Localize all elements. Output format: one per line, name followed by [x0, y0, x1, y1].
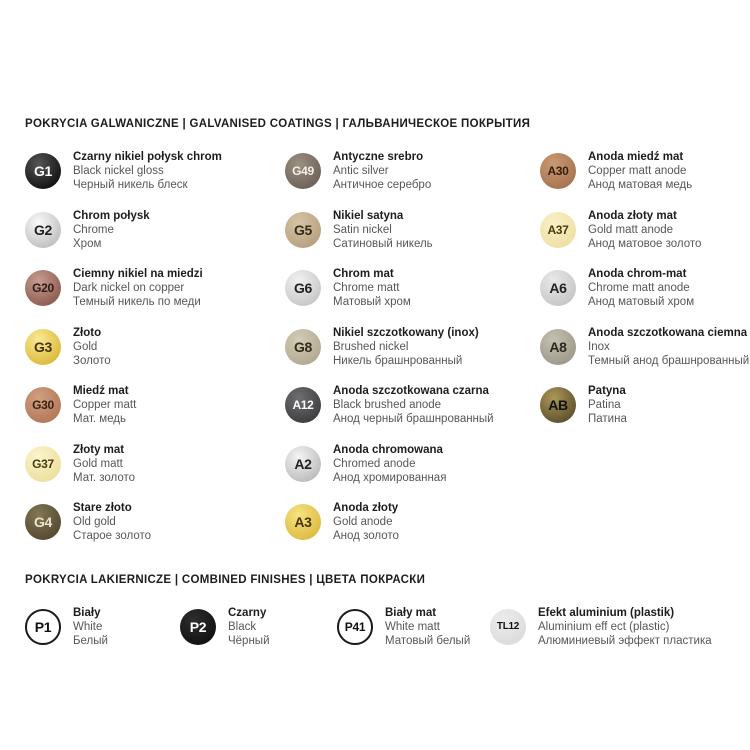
finish-code-label: G49 — [292, 164, 314, 178]
finish-labels — [73, 606, 108, 648]
galvanised-coatings-grid — [25, 150, 750, 560]
finish-name-pl: Nikiel satyna — [333, 209, 404, 222]
finish-name-en: Gold matt — [73, 457, 123, 470]
finish-name-en: Inox — [588, 340, 610, 353]
finish-code-label: TL12 — [496, 620, 520, 632]
finish-name-en: Gold matt anode — [588, 223, 674, 236]
finish-name-en: Chromed anode — [333, 457, 416, 470]
galvanised-coatings-header: POKRYCIA GALWANICZNE | GALVANISED COATINGS | ГАЛЬВАНИЧЕСКОЕ ПОКРЫТИЯ — [25, 118, 531, 130]
finish-code-badge — [285, 504, 321, 540]
finish-labels — [588, 384, 627, 426]
finish-entry — [25, 606, 180, 648]
finish-name-pl: Antyczne srebro — [333, 151, 424, 163]
finish-name-ru: Анод матовый хром — [588, 296, 695, 308]
finish-name-ru: Белый — [73, 634, 108, 647]
finish-code-label: P1 — [34, 618, 52, 635]
finish-name-ru: Анод матовая медь — [588, 179, 693, 191]
finish-name-en: Black brushed anode — [333, 399, 442, 411]
finish-entry — [285, 267, 540, 309]
finish-name-en: Gold anode — [333, 516, 393, 528]
finish-code-badge — [25, 387, 61, 423]
finish-name-pl: Czarny nikiel połysk chrom — [73, 151, 222, 163]
finish-name-en: Old gold — [73, 516, 116, 528]
finish-name-ru: Мат. медь — [73, 413, 126, 425]
finish-code-badge — [540, 387, 576, 423]
finish-name-ru: Матовый белый — [385, 634, 471, 647]
finish-entry — [180, 606, 337, 648]
finish-entry — [25, 267, 285, 309]
finish-code-badge — [25, 212, 61, 248]
finish-labels — [588, 326, 749, 368]
finish-name-pl: Patyna — [588, 385, 626, 397]
finish-code-badge — [285, 387, 321, 423]
finish-name-en: White matt — [385, 620, 440, 633]
finish-code-badge — [25, 609, 61, 645]
finish-entry — [540, 267, 750, 309]
section-combined-finishes — [25, 574, 750, 648]
finish-name-en: Chrome matt — [333, 282, 400, 294]
finish-name-ru: Патина — [588, 413, 627, 425]
finish-code-badge — [285, 153, 321, 189]
finish-entry — [285, 150, 540, 192]
finish-name-pl: Chrom połysk — [73, 209, 150, 222]
finish-name-en: Copper matt — [73, 399, 137, 411]
finish-name-ru: Античное серебро — [333, 179, 432, 191]
finish-code-label: G37 — [32, 456, 54, 471]
finish-code-label: A8 — [549, 338, 567, 355]
finish-code-label: G3 — [33, 338, 53, 355]
finish-name-ru: Матовый хром — [333, 296, 411, 308]
finish-labels — [73, 384, 136, 426]
finish-code-badge — [25, 153, 61, 189]
finish-name-pl: Biały — [73, 606, 101, 619]
finish-name-ru: Анод матовое золото — [588, 237, 702, 250]
finish-name-ru: Сатиновый никель — [333, 237, 433, 250]
finish-labels — [73, 443, 135, 485]
finish-name-pl: Chrom mat — [333, 268, 394, 280]
finish-name-en: White — [73, 620, 103, 633]
finish-code-badge — [540, 212, 576, 248]
finish-code-label: G4 — [33, 514, 53, 530]
finish-code-badge — [180, 609, 216, 645]
finish-name-pl: Anoda złoty mat — [588, 209, 677, 222]
finish-labels — [333, 501, 399, 543]
finish-code-badge — [285, 446, 321, 482]
finish-labels — [333, 209, 433, 251]
finish-name-ru: Алюминиевый эффект пластика — [538, 634, 712, 647]
finish-name-pl: Ciemny nikiel na miedzi — [73, 268, 203, 280]
finish-labels — [73, 326, 111, 368]
finish-code-label: G8 — [293, 338, 313, 355]
finish-code-badge — [285, 329, 321, 365]
finish-code-badge — [25, 329, 61, 365]
finish-name-ru: Золото — [73, 354, 111, 367]
finish-labels — [73, 150, 222, 192]
finish-name-ru: Старое золото — [73, 530, 152, 542]
finish-name-ru: Чёрный — [228, 634, 270, 647]
finish-name-pl: Anoda szczotkowana czarna — [333, 385, 489, 397]
finish-labels — [228, 606, 270, 648]
finish-code-badge — [540, 153, 576, 189]
finish-entry — [25, 150, 285, 192]
finish-entry — [25, 209, 285, 251]
finish-name-pl: Biały mat — [385, 606, 437, 619]
finish-name-pl: Anoda szczotkowana ciemna — [588, 326, 748, 339]
finish-code-badge — [25, 446, 61, 482]
finish-name-en: Antic silver — [333, 165, 389, 177]
finish-name-en: Gold — [73, 340, 98, 353]
finish-labels — [333, 384, 494, 426]
finish-labels — [588, 267, 694, 309]
finish-entry — [490, 606, 750, 648]
finish-code-label: A2 — [294, 455, 312, 472]
finish-labels — [333, 267, 411, 309]
finish-name-en: Aluminium eff ect (plastic) — [538, 620, 670, 633]
finish-labels — [333, 443, 446, 485]
finish-code-badge — [490, 609, 526, 645]
finish-name-ru: Анод золото — [333, 530, 399, 542]
finish-code-label: AB — [548, 397, 568, 413]
finish-entry — [25, 501, 285, 543]
finish-entry — [285, 501, 540, 543]
finish-code-badge — [25, 504, 61, 540]
finish-code-label: G2 — [33, 221, 53, 238]
finish-code-label: P41 — [344, 619, 366, 634]
finish-entry — [25, 443, 285, 485]
finish-code-label: A12 — [292, 398, 314, 412]
galvanised-column-2 — [285, 150, 540, 560]
finish-name-en: Copper matt anode — [588, 165, 687, 177]
finish-name-ru: Хром — [73, 237, 102, 250]
finish-name-ru: Анод черный брашнрованный — [333, 413, 494, 425]
finish-name-pl: Czarny — [228, 606, 267, 619]
finish-name-pl: Stare złoto — [73, 502, 132, 514]
finish-code-label: G1 — [33, 163, 53, 179]
finish-name-pl: Nikiel szczotkowany (inox) — [333, 326, 479, 339]
finish-labels — [73, 209, 150, 251]
finish-entry — [540, 209, 750, 251]
finish-labels — [385, 606, 470, 648]
finish-entry — [540, 326, 750, 368]
finish-labels — [333, 150, 431, 192]
finish-name-en: Chrome matt anode — [588, 282, 690, 294]
finish-name-ru: Темный анод брашнрованный — [588, 354, 750, 367]
finish-name-pl: Efekt aluminium (plastik) — [538, 606, 675, 619]
finish-code-label: G6 — [293, 280, 313, 296]
finish-entry — [285, 443, 540, 485]
finish-labels — [588, 209, 701, 251]
finish-name-ru: Анод хромированная — [333, 471, 447, 484]
finish-labels — [73, 267, 203, 309]
finish-entry — [285, 326, 540, 368]
finish-entry — [285, 384, 540, 426]
finish-name-en: Patina — [588, 399, 621, 411]
finish-code-label: A6 — [549, 280, 567, 296]
finish-name-en: Brushed nickel — [333, 340, 409, 353]
finish-name-en: Black — [228, 620, 257, 633]
finish-code-badge — [540, 329, 576, 365]
finish-entry — [25, 326, 285, 368]
finish-entry — [540, 150, 750, 192]
finish-labels — [588, 150, 692, 192]
combined-finishes-header: POKRYCIA LAKIERNICZE | COMBINED FINISHES | ЦВЕТА ПОКРАСКИ — [25, 573, 426, 586]
finish-code-label: G30 — [32, 398, 54, 412]
finish-name-en: Chrome — [73, 223, 114, 236]
finish-name-pl: Anoda chrom-mat — [588, 268, 687, 280]
finish-code-label: P2 — [189, 618, 207, 635]
finish-entry — [25, 384, 285, 426]
finish-entry — [285, 209, 540, 251]
finish-code-badge — [540, 270, 576, 306]
finish-name-ru: Черный никель блеск — [73, 179, 188, 191]
finish-name-pl: Anoda chromowana — [333, 443, 443, 456]
finish-name-en: Black nickel gloss — [73, 165, 164, 177]
finish-name-en: Dark nickel on copper — [73, 282, 185, 294]
galvanised-column-3 — [540, 150, 750, 560]
finish-name-ru: Никель брашнрованный — [333, 354, 463, 367]
finish-code-label: G5 — [293, 221, 313, 238]
finish-code-label: A37 — [547, 222, 569, 237]
finish-code-label: A30 — [547, 164, 569, 178]
finish-code-label: G20 — [32, 281, 54, 295]
finish-labels — [73, 501, 151, 543]
combined-finishes-row — [25, 606, 750, 648]
finish-code-badge — [285, 212, 321, 248]
finish-code-badge — [25, 270, 61, 306]
finish-code-label: A3 — [294, 514, 312, 530]
finish-name-pl: Miedź mat — [73, 385, 129, 397]
finish-labels — [538, 606, 712, 648]
finish-name-pl: Złoty mat — [73, 443, 125, 456]
finish-name-ru: Темный никель по меди — [73, 296, 201, 308]
finish-entry — [540, 384, 750, 426]
finish-name-en: Satin nickel — [333, 223, 392, 236]
finish-name-pl: Anoda miedź mat — [588, 151, 684, 163]
finish-labels — [333, 326, 479, 368]
finish-entry — [337, 606, 490, 648]
finish-code-badge — [285, 270, 321, 306]
finish-name-pl: Anoda złoty — [333, 502, 399, 514]
finish-code-badge — [337, 609, 373, 645]
finish-name-ru: Мат. золото — [73, 471, 136, 484]
section-galvanised-coatings — [25, 118, 750, 560]
finish-name-pl: Złoto — [73, 326, 102, 339]
galvanised-column-1 — [25, 150, 285, 560]
